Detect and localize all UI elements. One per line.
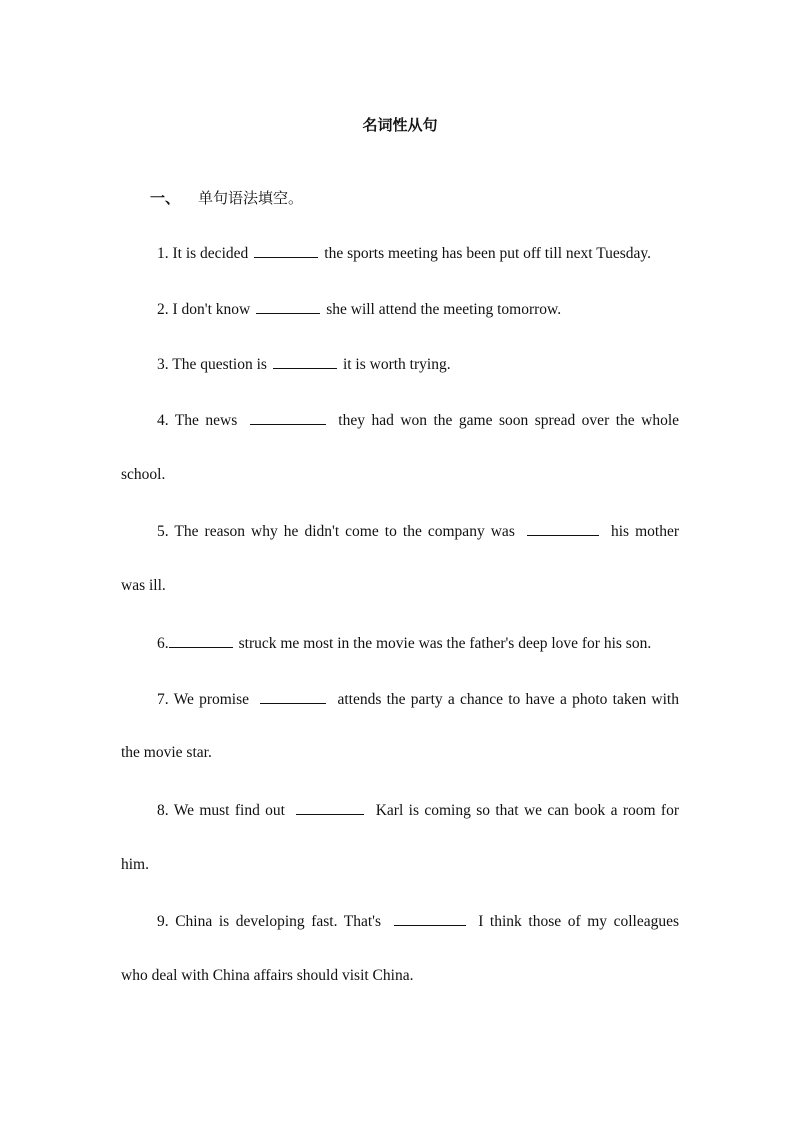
question-text-before: 7. We promise <box>157 691 250 708</box>
answer-blank[interactable] <box>254 243 318 258</box>
question-text-after: they had won the game soon spread over the whole <box>338 412 680 429</box>
question-4 <box>157 410 679 430</box>
question-text-after: struck me most in the movie was the father's deep love for his son. <box>238 635 652 652</box>
page-title: 名词性从句 <box>362 116 438 134</box>
question-text-after: attends the party a chance to have a photo taken with <box>337 691 679 708</box>
question-text-after: it is worth trying. <box>342 356 451 373</box>
question-3 <box>157 354 451 374</box>
question-text-after: I think those of my colleagues <box>478 913 679 930</box>
question-text-before: 6. <box>157 635 169 652</box>
question-4-continuation: school. <box>121 466 166 483</box>
answer-blank[interactable] <box>256 299 320 314</box>
answer-blank[interactable] <box>527 521 599 536</box>
answer-blank[interactable] <box>169 633 233 648</box>
answer-blank[interactable] <box>394 911 466 926</box>
question-8 <box>157 800 679 820</box>
question-text-after: his mother <box>610 523 680 540</box>
question-text-after: the sports meeting has been put off till next Tuesday. <box>324 245 652 262</box>
answer-blank[interactable] <box>250 410 326 425</box>
question-text-before: 3. The question is <box>157 356 267 373</box>
question-text-before: 1. It is decided <box>157 245 249 262</box>
section-heading <box>150 187 303 208</box>
question-1 <box>157 243 651 263</box>
question-text-before: 2. I don't know <box>157 301 251 318</box>
question-7 <box>157 689 679 709</box>
question-text-before: 5. The reason why he didn't come to the company was <box>157 523 515 540</box>
question-text-after: Karl is coming so that we can book a room for <box>375 802 680 819</box>
section-label: 单句语法填空。 <box>198 189 304 207</box>
question-5-continuation: was ill. <box>121 577 166 594</box>
question-9-continuation: who deal with China affairs should visit China. <box>121 967 414 984</box>
question-7-continuation: the movie star. <box>121 744 212 761</box>
section-number: 一、 <box>150 189 181 207</box>
question-2 <box>157 299 561 319</box>
question-6 <box>157 633 651 653</box>
answer-blank[interactable] <box>273 354 337 369</box>
question-text-before: 8. We must find out <box>157 802 285 819</box>
answer-blank[interactable] <box>260 689 326 704</box>
question-text-before: 9. China is developing fast. That's <box>157 913 381 930</box>
question-5 <box>157 521 679 541</box>
question-text-before: 4. The news <box>157 412 238 429</box>
answer-blank[interactable] <box>296 800 364 815</box>
question-text-after: she will attend the meeting tomorrow. <box>326 301 562 318</box>
question-9 <box>157 911 679 931</box>
question-8-continuation: him. <box>121 856 149 873</box>
